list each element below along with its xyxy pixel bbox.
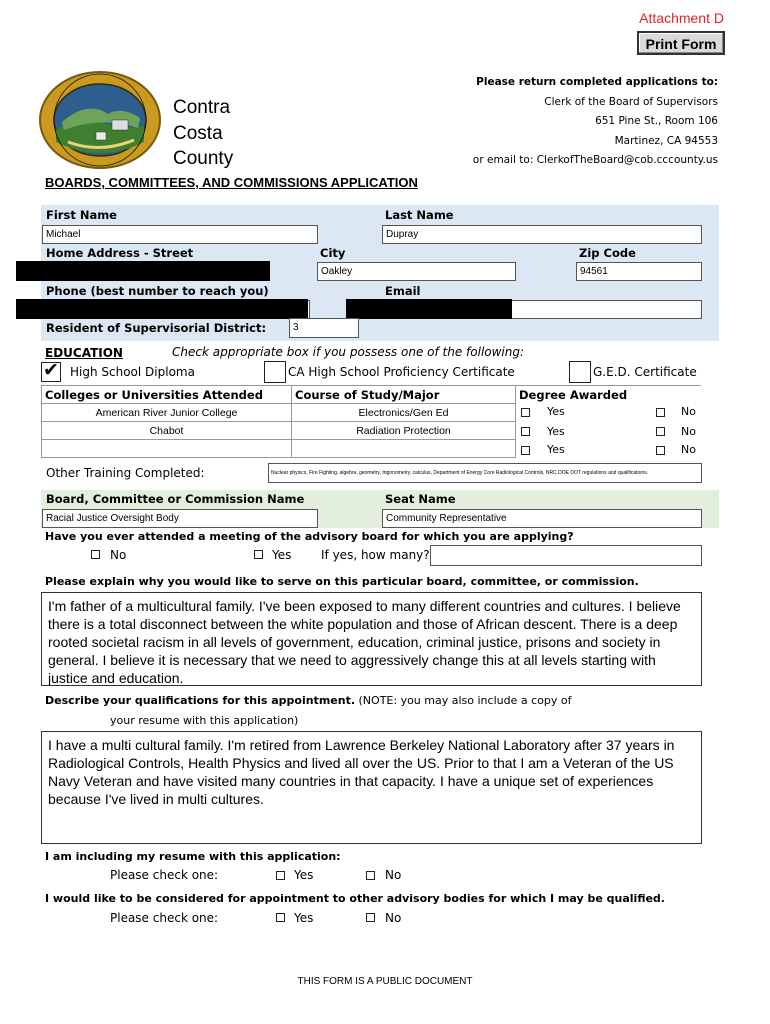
resume-yes-checkbox[interactable] <box>276 871 285 880</box>
attended-yes-checkbox[interactable] <box>254 550 263 559</box>
phone-redaction <box>16 299 308 319</box>
attachment-label: Attachment D <box>639 10 724 26</box>
email-label: Email <box>385 284 421 298</box>
attended-no-label: No <box>110 548 127 562</box>
degree-no-checkbox[interactable] <box>656 427 665 436</box>
city-field[interactable]: Oakley <box>317 262 516 281</box>
print-form-button[interactable]: Print Form <box>637 31 725 55</box>
county-name-line3: County <box>173 148 234 169</box>
col-colleges: Colleges or Universities Attended <box>42 386 292 404</box>
ged-checkbox[interactable] <box>569 361 591 383</box>
other-bodies-no-label: No <box>385 911 402 925</box>
degree-yes-label: Yes <box>547 405 565 418</box>
degree-no-label: No <box>681 443 696 456</box>
district-label: Resident of Supervisorial District: <box>46 321 267 335</box>
first-name-label: First Name <box>46 208 117 222</box>
zip-field[interactable]: 94561 <box>576 262 702 281</box>
hs-diploma-label: High School Diploma <box>70 365 195 379</box>
other-bodies-yes-label: Yes <box>294 911 314 925</box>
other-training-field[interactable]: Nuclear physics, Fire Fighting, algebra, geometry, trigonometry, calculus, Department of Energy Core Radiological Controls, NRC DOE DOT regulations and qualifications. <box>268 463 702 483</box>
return-line2: 651 Pine St., Room 106 <box>595 115 718 127</box>
email-redaction <box>346 299 512 319</box>
board-label: Board, Committee or Commission Name <box>46 492 305 506</box>
return-address <box>473 73 718 171</box>
resume-no-checkbox[interactable] <box>366 871 375 880</box>
first-name-field[interactable]: Michael <box>42 225 318 244</box>
qualifications-answer-field[interactable]: I have a multi cultural family. I'm retired from Lawrence Berkeley National Laboratory after 37 years in Radiological Controls, Health Physics and lived all over the US. Prior to that I am a Veteran of the US Navy Veteran and have visited many countries in that capacity. I have a unique set of experiences because I've lived in multi cultures. <box>41 731 702 844</box>
col-course: Course of Study/Major <box>292 386 516 404</box>
col-degree: Degree Awarded <box>516 386 702 404</box>
county-name-line2: Costa <box>173 122 223 144</box>
education-instruction: Check appropriate box if you possess one of the following: <box>172 345 525 359</box>
city-label: City <box>320 246 346 260</box>
education-heading: EDUCATION <box>45 346 123 360</box>
checkmark-icon: ✔ <box>43 360 59 381</box>
education-table <box>41 385 701 458</box>
other-training-label: Other Training Completed: <box>46 466 205 480</box>
degree-yes-label: Yes <box>547 443 565 456</box>
board-field[interactable]: Racial Justice Oversight Body <box>42 509 318 528</box>
other-bodies-check-one: Please check one: <box>110 911 219 925</box>
form-title: BOARDS, COMMITTEES, AND COMMISSIONS APPLICATION <box>45 175 418 190</box>
county-name <box>173 95 233 172</box>
other-bodies-no-checkbox[interactable] <box>366 913 375 922</box>
how-many-field[interactable] <box>430 545 702 566</box>
how-many-label: If yes, how many? <box>321 548 430 562</box>
degree-no-checkbox[interactable] <box>656 446 665 455</box>
other-bodies-yes-checkbox[interactable] <box>276 913 285 922</box>
street-label: Home Address - Street <box>46 246 194 260</box>
degree-yes-label: Yes <box>547 425 565 438</box>
degree-yes-checkbox[interactable] <box>521 427 530 436</box>
street-redaction <box>16 261 270 281</box>
ged-label: G.E.D. Certificate <box>593 365 697 379</box>
qualifications-question-bold: Describe your qualifications for this appointment. <box>45 694 356 707</box>
attended-no-checkbox[interactable] <box>91 550 100 559</box>
resume-check-one: Please check one: <box>110 868 219 882</box>
seat-label: Seat Name <box>385 492 456 506</box>
county-seal-logo <box>38 70 164 170</box>
return-heading: Please return completed applications to: <box>476 76 718 88</box>
qualifications-question-line2: your resume with this application) <box>110 714 299 727</box>
why-answer-field[interactable]: I'm father of a multicultural family. I've been exposed to many different countries and cultures. I believe there is a total disconnect between the white population and those of African descent. There is a deep rooted societal racism in all levels of government, education, criminal justice, prisons and society in general. I believe it is necessary that we need to aggressively change this at all levels starting with justice and education. <box>41 592 702 686</box>
degree-yes-checkbox[interactable] <box>521 408 530 417</box>
phone-label: Phone (best number to reach you) <box>46 284 269 298</box>
resume-yes-label: Yes <box>294 868 314 882</box>
course-cell[interactable]: Radiation Protection <box>292 422 516 440</box>
district-field[interactable]: 3 <box>289 318 359 338</box>
degree-yes-checkbox[interactable] <box>521 446 530 455</box>
resume-no-label: No <box>385 868 402 882</box>
other-bodies-question: I would like to be considered for appointment to other advisory bodies for which I may be qualified. <box>45 892 665 905</box>
degree-no-checkbox[interactable] <box>656 408 665 417</box>
seat-field[interactable]: Community Representative <box>382 509 702 528</box>
attended-yes-label: Yes <box>272 548 292 562</box>
county-name-line1: Contra <box>173 97 231 118</box>
why-question: Please explain why you would like to serve on this particular board, committee, or commission. <box>45 575 639 588</box>
last-name-label: Last Name <box>385 208 454 222</box>
degree-no-label: No <box>681 425 696 438</box>
college-cell[interactable]: American River Junior College <box>42 404 292 422</box>
college-cell[interactable] <box>42 440 292 458</box>
qualifications-question <box>45 694 571 707</box>
resume-question: I am including my resume with this application: <box>45 850 341 863</box>
attended-question: Have you ever attended a meeting of the advisory board for which you are applying? <box>45 530 574 543</box>
course-cell[interactable]: Electronics/Gen Ed <box>292 404 516 422</box>
return-line3: Martinez, CA 94553 <box>614 134 718 147</box>
course-cell[interactable] <box>292 440 516 458</box>
zip-label: Zip Code <box>579 246 636 260</box>
degree-no-label: No <box>681 405 696 418</box>
ca-hs-cert-checkbox[interactable] <box>264 361 286 383</box>
public-document-footer: THIS FORM IS A PUBLIC DOCUMENT <box>297 976 473 987</box>
qualifications-question-note: (NOTE: you may also include a copy of <box>355 694 572 707</box>
return-email: or email to: ClerkofTheBoard@cob.cccounty.us <box>472 154 718 166</box>
ca-hs-cert-label: CA High School Proficiency Certificate <box>288 365 515 379</box>
last-name-field[interactable]: Dupray <box>382 225 702 244</box>
return-line1: Clerk of the Board of Supervisors <box>544 95 718 108</box>
hs-diploma-checkbox[interactable] <box>41 362 61 382</box>
college-cell[interactable]: Chabot <box>42 422 292 440</box>
